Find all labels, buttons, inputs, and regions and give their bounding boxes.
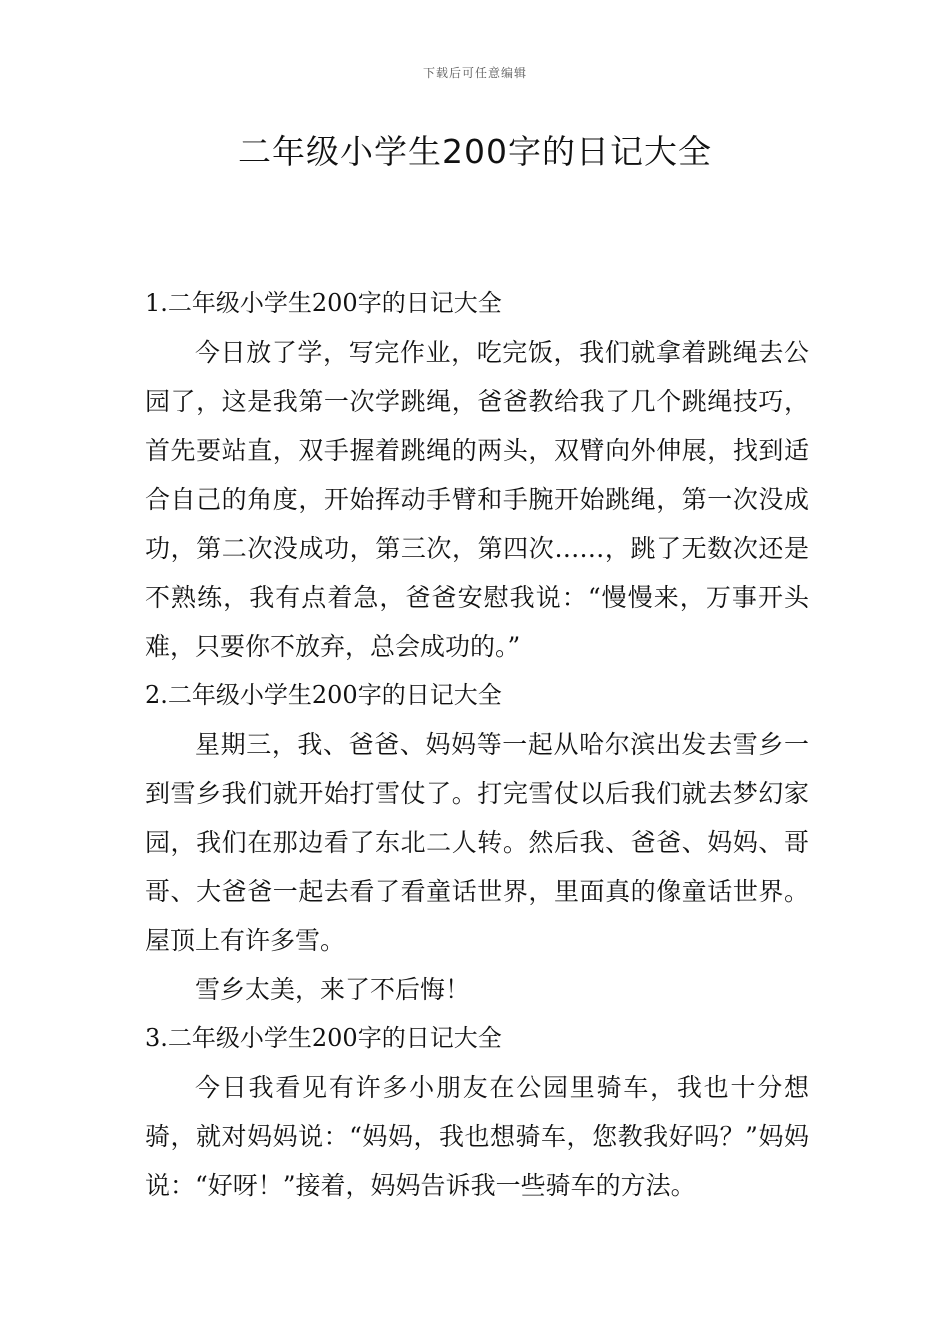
section-paragraph: 星期三，我、爸爸、妈妈等一起从哈尔滨出发去雪乡一到雪乡我们就开始打雪仗了。打完雪仗以后我们就去梦幻家园，我们在那边看了东北二人转。然后我、爸爸、妈妈、哥哥、大爸爸一起去看了看童话世界，里面真的像童话世界。屋顶上有许多雪。 — [145, 730, 809, 955]
section-heading: 1.二年级小学生200字的日记大全 — [145, 289, 502, 317]
diary-section-1 — [145, 279, 809, 671]
section-paragraph: 今日放了学，写完作业，吃完饭，我们就拿着跳绳去公园了，这是我第一次学跳绳，爸爸教给我了几个跳绳技巧，首先要站直，双手握着跳绳的两头，双臂向外伸展，找到适合自己的角度，开始挥动手臂和手腕开始跳绳，第一次没成功，第二次没成功，第三次，第四次……，跳了无数次还是不熟练，我有点着急，爸爸安慰我说：“慢慢来，万事开头难，只要你不放弃，总会成功的。” — [145, 338, 809, 661]
page-header-note: 下载后可任意编辑 — [422, 66, 527, 80]
diary-section-2 — [145, 671, 809, 1014]
section-heading: 3.二年级小学生200字的日记大全 — [145, 1024, 502, 1052]
diary-section-3 — [145, 1014, 809, 1210]
document-title: 二年级小学生200字的日记大全 — [238, 132, 712, 171]
section-heading: 2.二年级小学生200字的日记大全 — [145, 681, 502, 709]
document-body — [145, 279, 809, 1210]
section-paragraph: 今日我看见有许多小朋友在公园里骑车，我也十分想骑，就对妈妈说：“妈妈，我也想骑车，您教我好吗？”妈妈说：“好呀！”接着，妈妈告诉我一些骑车的方法。 — [145, 1073, 809, 1200]
section-paragraph: 雪乡太美，来了不后悔！ — [195, 975, 471, 1004]
